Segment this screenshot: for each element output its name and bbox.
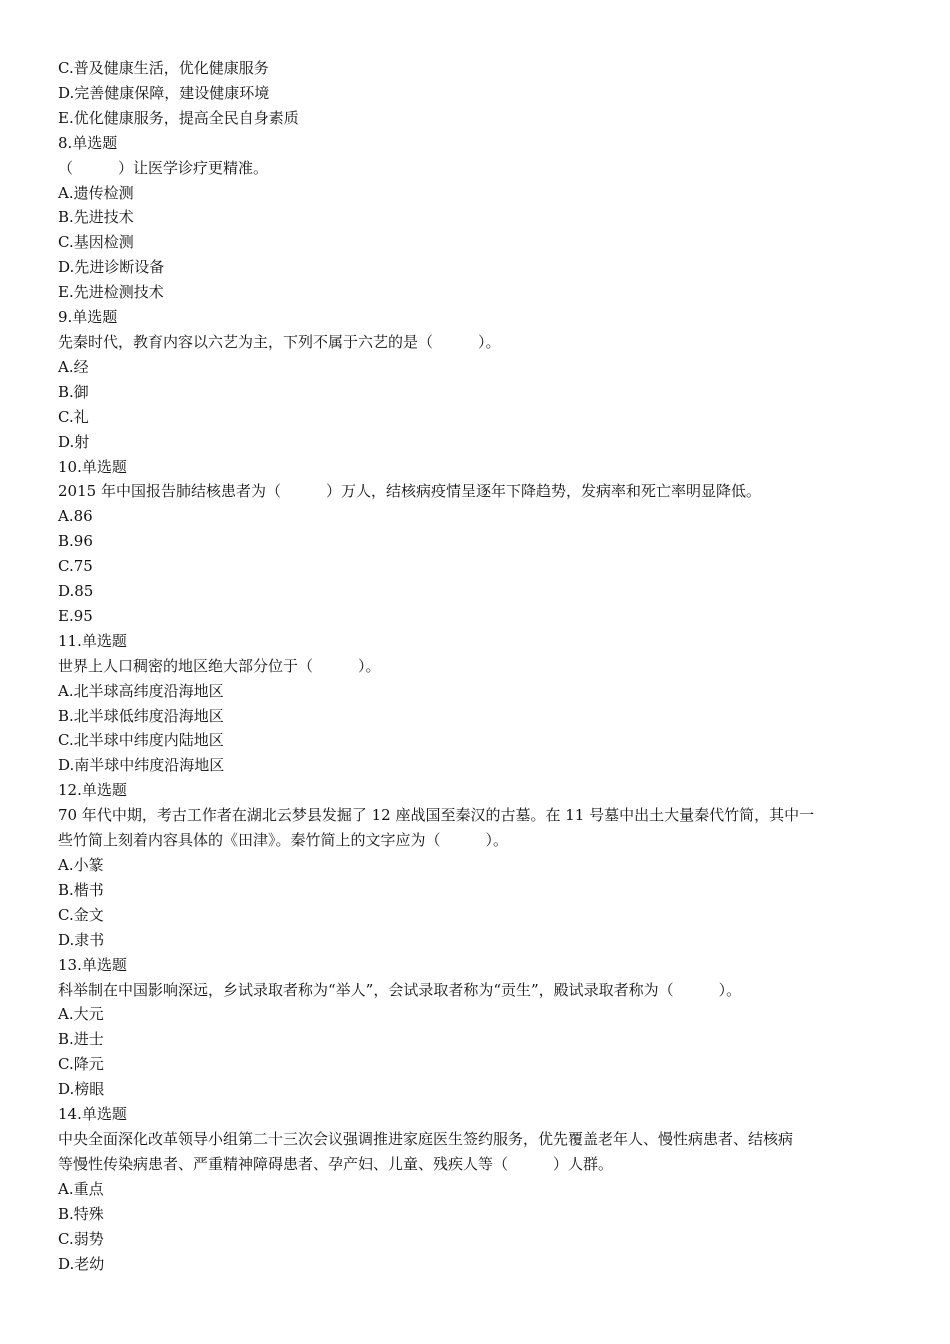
option: A.86 [58, 507, 93, 526]
option: D.老幼 [58, 1254, 105, 1273]
question-stem: 中央全面深化改革领导小组第二十三次会议强调推进家庭医生签约服务，优先覆盖老年人、慢性病患者、结核病 [58, 1129, 794, 1148]
question-header: 9.单选题 [58, 308, 118, 327]
question-10 [58, 455, 888, 629]
question-14 [58, 1102, 888, 1276]
question-11 [58, 629, 888, 778]
option: E.优化健康服务，提高全民自身素质 [58, 108, 299, 127]
question-stem: 先秦时代，教育内容以六艺为主，下列不属于六艺的是（ ）。 [58, 332, 501, 351]
option: C.基因检测 [58, 233, 134, 252]
question-header: 14.单选题 [58, 1105, 127, 1124]
question-stem: 些竹简上刻着内容具体的《田津》。秦竹简上的文字应为（ ）。 [58, 831, 509, 850]
exam-page [58, 56, 888, 1276]
option: E.先进检测技术 [58, 283, 164, 302]
question-header: 11.单选题 [58, 631, 127, 650]
option: C.北半球中纬度内陆地区 [58, 731, 224, 750]
option: A.小篆 [58, 856, 104, 874]
option: A.经 [58, 357, 89, 376]
question-stem: 2015 年中国报告肺结核患者为（ ）万人，结核病疫情呈逐年下降趋势，发病率和死亡率明显降低。 [58, 482, 761, 501]
question-stem: （ ）让医学诊疗更精准。 [58, 158, 269, 177]
option: A.重点 [58, 1179, 104, 1198]
option: D.隶书 [58, 930, 105, 949]
question-12 [58, 778, 888, 952]
option: C.礼 [58, 407, 89, 426]
option: C.75 [58, 557, 93, 576]
question-8 [58, 131, 888, 305]
option: C.金文 [58, 905, 104, 924]
option: C.降元 [58, 1055, 104, 1074]
question-header: 8.单选题 [58, 133, 118, 152]
option: D.先进诊断设备 [58, 258, 165, 277]
option: D.85 [58, 582, 94, 601]
question-stem: 等慢性传染病患者、严重精神障碍患者、孕产妇、儿童、残疾人等（ ）人群。 [58, 1154, 614, 1173]
option: B.特殊 [58, 1204, 104, 1223]
option: C.普及健康生活，优化健康服务 [58, 59, 269, 77]
question-13 [58, 953, 888, 1102]
option: A.大元 [58, 1005, 104, 1024]
question-header: 13.单选题 [58, 955, 127, 974]
question-stem: 70 年代中期，考古工作者在湖北云梦县发掘了 12 座战国至秦汉的古墓。在 11 号墓中出土大量秦代竹简，其中一 [58, 806, 815, 825]
option: A.北半球高纬度沿海地区 [58, 681, 224, 700]
question-header: 10.单选题 [58, 457, 127, 476]
option: B.御 [58, 382, 89, 401]
option: D.南半球中纬度沿海地区 [58, 756, 225, 775]
question-stem: 世界上人口稠密的地区绝大部分位于（ ）。 [58, 656, 381, 675]
fragment-options [58, 56, 888, 131]
option: D.完善健康保障，建设健康环境 [58, 83, 270, 102]
question-stem: 科举制在中国影响深远，乡试录取者称为“举人”，会试录取者称为“贡生”，殿试录取者称为（ ）。 [58, 980, 742, 999]
option: B.96 [58, 532, 93, 551]
option: A.遗传检测 [58, 183, 134, 202]
option: B.北半球低纬度沿海地区 [58, 706, 224, 725]
option: D.榜眼 [58, 1080, 105, 1099]
option: C.弱势 [58, 1229, 104, 1248]
option: B.先进技术 [58, 208, 134, 227]
option: D.射 [58, 432, 90, 451]
option: B.楷书 [58, 880, 104, 899]
question-header: 12.单选题 [58, 781, 127, 800]
option: E.95 [58, 606, 93, 625]
option: B.进士 [58, 1030, 104, 1049]
question-9 [58, 305, 888, 454]
